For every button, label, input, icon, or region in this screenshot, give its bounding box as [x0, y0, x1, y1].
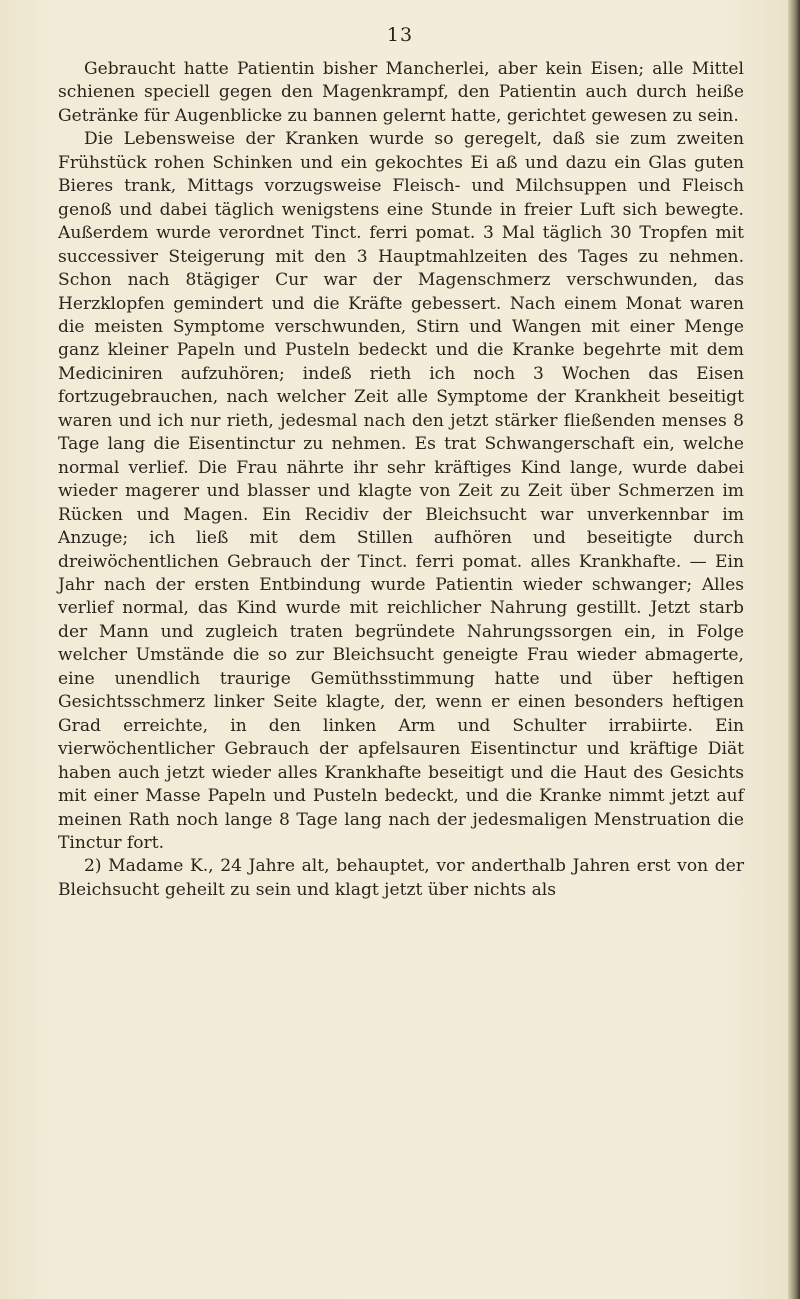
paragraph-2: Die Lebensweise der Kranken wurde so geregelt, daß sie zum zweiten Frühstück rohen Schinken und ein gekochtes Ei aß und dazu ein Glas guten Bieres trank, Mittags vorzugsweise Fleisch- und Milchsuppen und Fleisch genoß und dabei täglich wenigstens eine Stunde in freier Luft sich bewegte. Außerdem wurde verordnet Tinct. ferri pomat. 3 Mal täglich 30 Tropfen mit successiver Steigerung mit den 3 Hauptmahlzeiten des Tages zu nehmen. Schon nach 8tägiger Cur war der Magenschmerz verschwunden, das Herzklopfen gemindert und die Kräfte gebessert. Nach einem Monat waren die meisten Symptome verschwunden, Stirn und Wangen mit einer Menge ganz kleiner Papeln und Pusteln bedeckt und die Kranke begehrte mit dem Mediciniren aufzuhören; indeß rieth ich noch 3 Wochen das Eisen fortzugebrauchen, nach welcher Zeit alle Symptome der Krankheit beseitigt waren und ich nur rieth, jedesmal nach den jetzt stärker fließenden menses 8 Tage lang die Eisentinctur zu nehmen. Es trat Schwangerschaft ein, welche normal verlief. Die Frau nährte ihr sehr kräftiges Kind lange, wurde dabei wieder magerer und blasser und klagte von Zeit zu Zeit über Schmerzen im Rücken und Magen. Ein Recidiv der Bleichsucht war unverkennbar im Anzuge; ich ließ mit dem Stillen aufhören und beseitigte durch dreiwöchentlichen Gebrauch der Tinct. ferri pomat. alles Krankhafte. — Ein Jahr nach der ersten Entbindung wurde Patientin wieder schwanger; Alles verlief normal, das Kind wurde mit reichlicher Nahrung gestillt. Jetzt starb der Mann und zugleich traten begründete Nahrungssorgen ein, in Folge welcher Umstände die so zur Bleichsucht geneigte Frau wieder abmagerte, eine unendlich traurige Gemüthsstimmung hatte und über heftigen Gesichtsschmerz linker Seite klagte, der, wenn er einen besonders heftigen Grad erreichte, in den linken Arm und Schulter irrabiirte. Ein vierwöchentlicher Gebrauch der apfelsauren Eisentinctur und kräftige Diät haben auch jetzt wieder alles Krankhafte beseitigt und die Haut des Gesichts mit einer Masse Papeln und Pusteln bedeckt, und die Kranke nimmt jetzt auf meinen Rath noch lange 8 Tage lang nach der jedesmaligen Menstruation die Tinctur fort.: [58, 129, 744, 853]
page-edge-shadow: [788, 0, 800, 1299]
paragraph-3: 2) Madame K., 24 Jahre alt, behauptet, vor anderthalb Jahren erst von der Bleichsucht geheilt zu sein und klagt jetzt über nichts als: [58, 856, 744, 900]
body-text: [58, 58, 744, 902]
paragraph-1: Gebraucht hatte Patientin bisher Mancherlei, aber kein Eisen; alle Mittel schienen speciell gegen den Magenkrampf, den Patientin auch durch heiße Getränke für Augenblicke zu bannen gelernt hatte, gerichtet gewesen zu sein.: [58, 59, 744, 126]
page-number: 13: [386, 24, 414, 46]
